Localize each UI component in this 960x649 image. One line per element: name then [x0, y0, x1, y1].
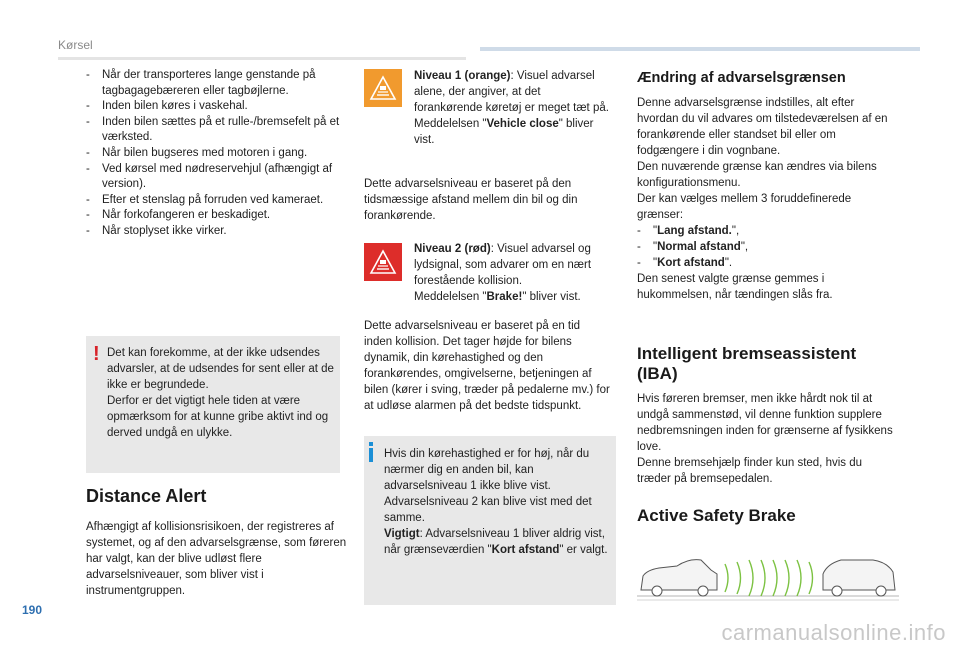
info-bold-value: Kort afstand: [491, 544, 560, 556]
level2-label: Niveau 2 (rød): [414, 243, 491, 255]
car-sensing-car-illustration: [637, 548, 899, 604]
level1-description: [414, 68, 610, 148]
info-paragraph: [384, 526, 610, 558]
aendring-paragraph: Den senest valgte grænse gemmes i hukommelsen, når tændingen slås fra.: [637, 273, 833, 301]
level1-text: : Visuel advarsel alene, der angiver, at det forankørende køretøj er meget tæt på.: [414, 70, 609, 114]
aendring-paragraph: Der kan vælges mellem 3 foruddefinerede grænser:: [637, 193, 852, 221]
iba-paragraph: Hvis føreren bremser, men ikke hårdt nok til at undgå sammenstød, vil denne funktion supplere nedbremsningen inden for grænserne af fysikkens love.: [637, 393, 893, 453]
info-paragraph: Advarselsniveau 2 kan blive vist med det samme.: [384, 496, 592, 524]
level1-msg-prefix: Meddelelsen ": [414, 118, 487, 130]
option-name: Lang afstand.: [657, 225, 732, 237]
option-name: Kort afstand: [657, 257, 725, 269]
option-suffix: ",: [740, 241, 749, 253]
list-item-text: Når der transporteres lange genstande på tagbagagebæreren eller tagbøjlerne.: [102, 69, 316, 97]
level2-explanation: Dette advarselsniveau er baseret på en tid inden kollision. Det tager højde for bilens dynamik, din kørehastighed og den forankørendes, omgivelserne, betjeningen af bilen (kører i sving, træder på pedalerne mv.) for at udløse alarmen på det bedste tidspunkt.: [364, 320, 610, 412]
section-title-aendring: Ændring af advarselsgrænsen: [637, 70, 846, 86]
warning-icon: !: [93, 343, 100, 365]
info-text-a: : Advarselsniveau 1 bliver aldrig vist, når grænseværdien ": [384, 528, 605, 556]
section-title-active-safety-brake: Active Safety Brake: [637, 506, 796, 525]
level1-explanation: Dette advarselsniveau er baseret på den tidsmæssige afstand mellem din bil og din forankørende.: [364, 178, 578, 222]
list-item-text: Inden bilen køres i vaskehal.: [102, 100, 248, 113]
watermark: carmanualsonline.info: [721, 620, 946, 645]
distance-alert-text: Afhængigt af kollisionsrisikoen, der registreres af systemet, og af den advarselsgrænse, som føreren har valgt, kan der blive udløst flere advarselsniveauer, som bliver vist i instrumentgruppen.: [86, 521, 347, 597]
list-item: - Når forkofangeren er beskadiget.: [86, 209, 271, 222]
option-item: - "Kort afstand".: [637, 257, 733, 269]
list-item: - Ved kørsel med nødreservehjul (afhængigt af version).: [86, 162, 333, 191]
level1-label: Niveau 1 (orange): [414, 70, 511, 82]
list-item-text: Når forkofangeren er beskadiget.: [102, 209, 271, 222]
header-divider: [480, 47, 920, 51]
info-paragraph: Hvis din kørehastighed er for høj, når du nærmer dig en anden bil, kan advarselsniveau 1 ikke blive vist.: [384, 448, 590, 492]
aendring-text: [637, 95, 893, 303]
iba-text: [637, 391, 897, 487]
level2-description: [414, 241, 610, 305]
level1-msg-suffix: " bliver vist.: [414, 118, 594, 146]
level1-msg-value: Vehicle close: [486, 118, 559, 130]
bullet-list: [86, 68, 348, 240]
option-name: Normal afstand: [657, 241, 741, 253]
info-text: [384, 446, 610, 558]
collision-warning-icon: [364, 69, 402, 107]
aendring-paragraph: Den nuværende grænse kan ændres via bilens konfigurationsmenu.: [637, 161, 877, 189]
warning-paragraph: Derfor er det vigtigt hele tiden at være opmærksom for at kunne gribe aktivt ind og derved undgå en ulykke.: [107, 395, 329, 439]
warning-text: [107, 345, 335, 441]
list-item: - Efter et stenslag på forruden ved kameraet.: [86, 193, 324, 206]
list-item: - Når der transporteres lange genstande på tagbagagebæreren eller tagbøjlerne.: [86, 69, 316, 97]
page-number: 190: [22, 603, 43, 617]
list-item-text: Når bilen bugseres med motoren i gang.: [102, 146, 308, 159]
level2-msg-prefix: Meddelelsen ": [414, 291, 487, 303]
option-suffix: ".: [724, 257, 733, 269]
list-item-text: Ved kørsel med nødreservehjul (afhængigt af version).: [102, 162, 333, 191]
option-item: - "Normal afstand",: [637, 241, 749, 253]
option-suffix: ",: [731, 225, 740, 237]
list-item-text: Efter et stenslag på forruden ved kameraet.: [102, 193, 324, 206]
option-item: - "Lang afstand.",: [637, 225, 740, 237]
collision-warning-icon: [364, 243, 402, 281]
list-item: - Når bilen bugseres med motoren i gang.: [86, 146, 308, 159]
info-bold-label: Vigtigt: [384, 528, 420, 540]
list-item: - Inden bilen køres i vaskehal.: [86, 100, 248, 113]
level2-msg-suffix: " bliver vist.: [522, 291, 581, 303]
aendring-paragraph: Denne advarselsgrænse indstilles, alt efter hvordan du vil advares om tilstedeværelsen af en forankørende eller standset bil eller om fodgængere i din vognbane.: [637, 97, 888, 157]
level2-msg-value: Brake!: [486, 291, 523, 303]
header-divider: [58, 57, 466, 60]
info-icon: [369, 448, 373, 462]
section-title-distance-alert: Distance Alert: [86, 486, 207, 506]
warning-paragraph: Det kan forekomme, at der ikke udsendes advarsler, at de udsendes for sent eller at de ikke er begrundede.: [107, 347, 334, 391]
level2-text: : Visuel advarsel og lydsignal, som advarer om en nært forestående kollision.: [414, 243, 592, 287]
section-title-iba: Intelligent bremseassistent (IBA): [637, 344, 857, 383]
list-item: - Når stoplyset ikke virker.: [86, 224, 227, 237]
iba-paragraph: Denne bremsehjælp finder kun sted, hvis du træder på bremsepedalen.: [637, 457, 863, 485]
section-label: Kørsel: [58, 38, 93, 52]
list-item: - Inden bilen sættes på et rulle-/bremsefelt på et værksted.: [86, 115, 340, 144]
list-item-text: Inden bilen sættes på et rulle-/bremsefelt på et værksted.: [102, 115, 340, 144]
list-item-text: Når stoplyset ikke virker.: [102, 224, 227, 237]
info-text-b: " er valgt.: [559, 544, 608, 556]
